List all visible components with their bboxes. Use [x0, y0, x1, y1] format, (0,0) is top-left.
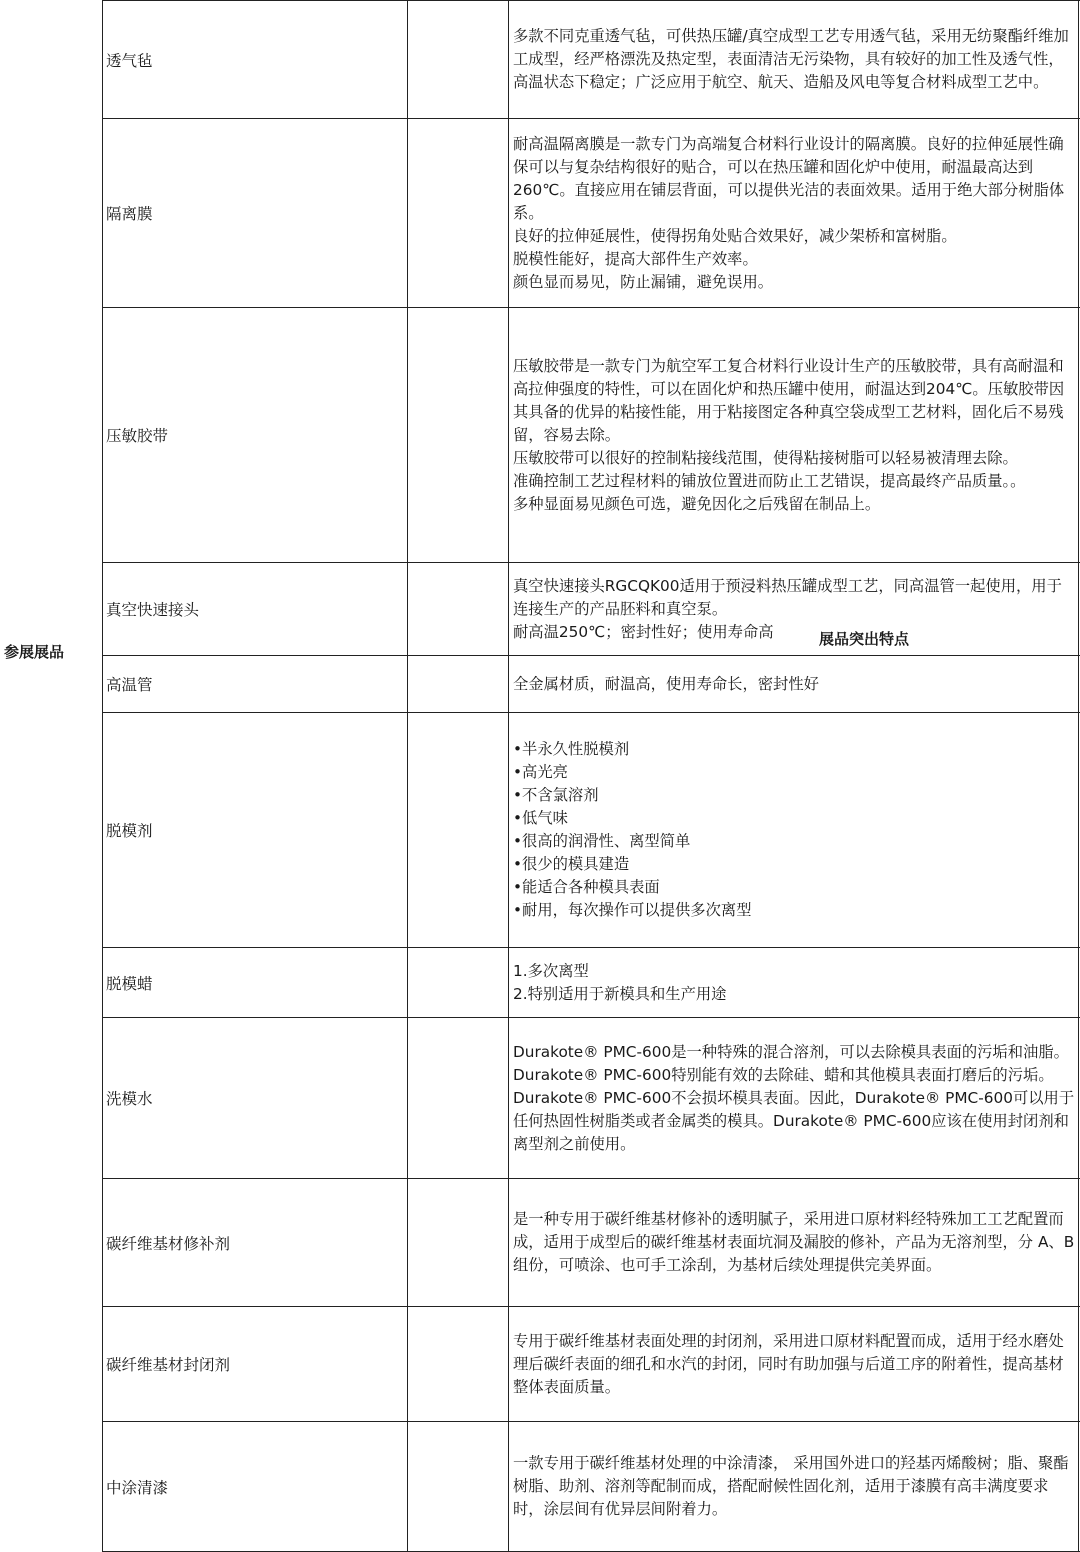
vline-table-right: [1078, 0, 1079, 1552]
product-name: [106, 656, 404, 712]
table-row: [103, 947, 1080, 1017]
description-paragraph: 真空快速接头RGCQK00适用于预浸料热压罐成型工艺，同高温管一起使用，用于连接生产的产品胚料和真空泵。: [513, 576, 1062, 618]
product-name: [106, 119, 404, 307]
description-paragraph: 准确控制工艺过程材料的铺放位置进而防止工艺错误，提高最终产品质量。。: [513, 471, 1026, 490]
product-name-text: 压敏胶带: [106, 427, 169, 445]
product-name-text: 透气毡: [106, 51, 153, 70]
description-paragraph: 耐高温隔离膜是一款专门为高端复合材料行业设计的隔离膜。良好的拉伸延展性确保可以与复杂结构很好的贴合，可以在热压罐和固化炉中使用，耐温最高达到260℃。直接应用在铺层背面，可以提供光洁的表面效果。适用于绝大部分树脂体系。: [513, 134, 1065, 222]
product-description: [513, 1422, 1077, 1551]
table-row: [103, 0, 1080, 118]
table-row: [103, 1017, 1080, 1178]
product-name-text: 高温管: [106, 676, 153, 694]
table-row: [103, 1421, 1080, 1552]
product-description: [513, 563, 1077, 655]
features-header: 展品突出特点: [819, 630, 910, 648]
description-paragraph: Durakote® PMC-600是一种特殊的混合溶剂，可以去除模具表面的污垢和油脂。Durakote® PMC-600特别能有效的去除硅、蜡和其他模具表面打磨后的污垢。Durakote® PMC-600不会损坏模具表面。因此，Durakote® PMC-600可以用于任何热固性树脂类或者金属类的模具。Durakote® PMC-600应该在使用封闭剂和离型剂之前使用。: [513, 1042, 1075, 1153]
table-row: [103, 307, 1080, 562]
product-description: [513, 1, 1077, 118]
product-name-text: 碳纤维基材封闭剂: [106, 1356, 231, 1374]
product-name-text: 碳纤维基材修补剂: [106, 1234, 231, 1253]
table-row: [103, 118, 1080, 307]
description-paragraph: 耐高温250℃；密封性好；使用寿命高: [513, 622, 774, 641]
product-description: [513, 308, 1077, 562]
description-paragraph: 脱模性能好，提高大部件生产效率。: [513, 249, 758, 268]
product-description: [513, 656, 1077, 712]
feature-bullet: • 很高的润滑性、离型简单: [513, 830, 1077, 853]
product-name: [106, 948, 404, 1017]
table-row: [103, 1178, 1080, 1306]
description-paragraph: 一款专用于碳纤维基材处理的中涂清漆， 采用国外进口的羟基丙烯酸树；脂、聚酯树脂、助剂、溶剂等配制而成，搭配耐候性固化剂，适用于漆膜有高丰满度要求时，涂层间有优异层间附着力。: [513, 1454, 1069, 1518]
product-name: [106, 1307, 404, 1421]
table-row: [103, 562, 1080, 655]
vline-name-right: [407, 0, 408, 1552]
product-name-text: 洗模水: [106, 1090, 153, 1108]
exhibits-header: 参展展品: [4, 643, 65, 661]
product-name: [106, 713, 404, 947]
product-description: [513, 1018, 1077, 1178]
feature-bullet: • 高光亮: [513, 761, 1077, 784]
description-paragraph: 专用于碳纤维基材表面处理的封闭剂，采用进口原材料配置而成，适用于经水磨处理后碳纤表面的细孔和水汽的封闭，同时有助加强与后道工序的附着性，提高基材整体表面质量。: [513, 1331, 1064, 1396]
description-paragraph: 压敏胶带可以很好的控制粘接线范围，使得粘接树脂可以轻易被清理去除。: [513, 448, 1018, 467]
description-paragraph: 1.多次离型: [513, 961, 589, 980]
description-paragraph: 2.特别适用于新模具和生产用途: [513, 984, 727, 1003]
description-paragraph: 颜色显而易见，防止漏铺，避免误用。: [513, 272, 774, 291]
description-paragraph: 多种显面易见颜色可选，避免因化之后残留在制品上。: [513, 494, 881, 513]
feature-bullet: • 低气味: [513, 807, 1077, 830]
product-name: [106, 1179, 404, 1306]
product-name-text: 隔离膜: [106, 205, 153, 223]
product-name-text: 脱模剂: [106, 822, 153, 840]
product-description: [513, 119, 1077, 307]
feature-bullet: • 能适合各种模具表面: [513, 876, 1077, 899]
table-row: [103, 712, 1080, 947]
feature-bullet: • 耐用，每次操作可以提供多次离型: [513, 899, 1077, 922]
product-name: [106, 1422, 404, 1551]
product-name: [106, 1, 404, 118]
product-name: [106, 308, 404, 562]
description-paragraph: 全金属材质，耐温高，使用寿命长，密封性好: [513, 674, 819, 693]
feature-bullet: • 半永久性脱模剂: [513, 738, 1077, 761]
product-description: [513, 948, 1077, 1017]
description-paragraph: 多款不同克重透气毡，可供热压罐/真空成型工艺专用透气毡，采用无纺聚酯纤维加工成型，经严格漂洗及热定型，表面清洁无污染物，具有较好的加工性及透气性，高温状态下稳定；广泛应用于航空、航天、造船及风电等复合材料成型工艺中。: [513, 27, 1069, 91]
description-paragraph: 良好的拉伸延展性，使得拐角处贴合效果好，减少架桥和富树脂。: [513, 226, 957, 245]
table-row: [103, 655, 1080, 712]
product-description: [513, 1179, 1077, 1306]
table-row: [103, 1306, 1080, 1421]
product-name-text: 真空快速接头: [106, 601, 200, 619]
feature-bullet: • 不含氯溶剂: [513, 784, 1077, 807]
exhibits-header-column: [0, 0, 103, 1552]
product-name-text: 中涂清漆: [106, 1478, 169, 1497]
product-description: [513, 1307, 1077, 1421]
feature-bullet: • 很少的模具建造: [513, 853, 1077, 876]
product-name: [106, 563, 404, 655]
product-description: [513, 713, 1077, 947]
product-name-text: 脱模蜡: [106, 974, 153, 993]
description-paragraph: 压敏胶带是一款专门为航空军工复合材料行业设计生产的压敏胶带，具有高耐温和高拉伸强度的特性，可以在固化炉和热压罐中使用，耐温达到204℃。压敏胶带因其具备的优异的粘接性能，用于粘接图定各种真空袋成型工艺材料，固化后不易残留，容易去除。: [513, 356, 1065, 444]
description-paragraph: 是一种专用于碳纤维基材修补的透明腻子，采用进口原材料经特殊加工工艺配置而成，适用于成型后的碳纤维基材表面坑洞及漏胶的修补，产品为无溶剂型，分 A、B 组份，可喷涂、也可手工涂刮，为基材后续处理提供完美界面。: [513, 1210, 1075, 1274]
product-name: [106, 1018, 404, 1178]
